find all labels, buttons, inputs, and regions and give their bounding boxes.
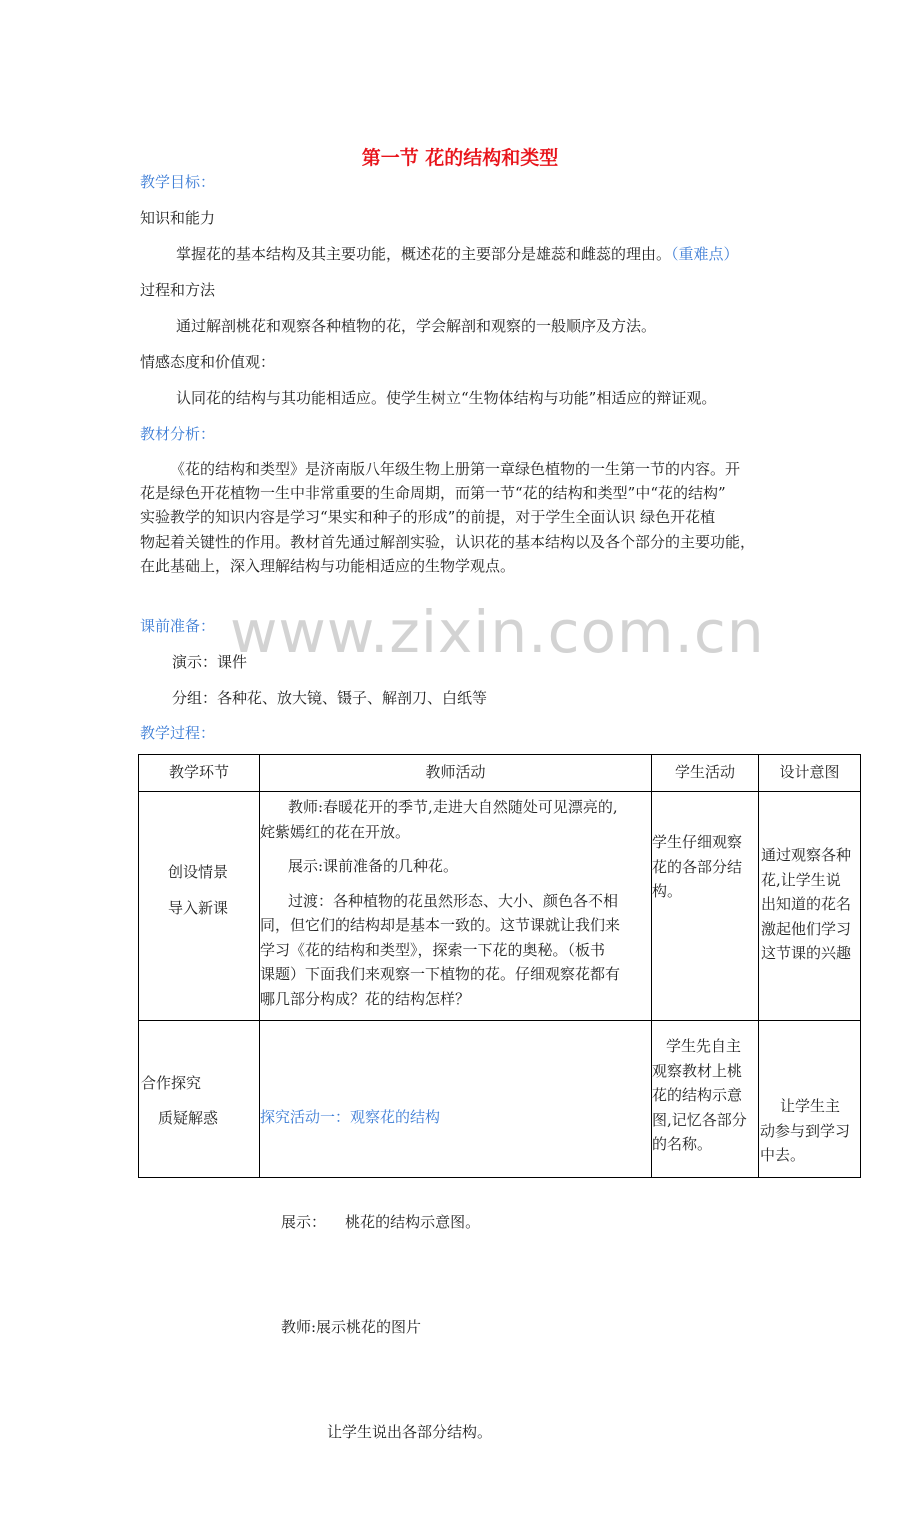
teacher-line: 姹紫嫣红的花在开放。 [260,822,411,841]
header-student: 学生活动 [674,763,735,781]
objectives-heading: 教学目标： [140,173,216,191]
table-header-divider [138,791,861,792]
student-line: 构。 [652,882,683,900]
intent-line: 让学生主 [780,1097,841,1115]
teacher-line: 展示:课前准备的几种花。 [288,857,459,875]
teacher-line: 教师:春暖花开的季节,走进大自然随处可见漂亮的, [288,798,618,816]
intent-line: 这节课的兴趣 [761,944,852,962]
student-line: 观察教材上桃 [652,1061,743,1080]
analysis-line: 花是绿色开花植物一生中非常重要的生命周期，而第一节“花的结构和类型”中“花的结构” [140,484,726,503]
header-teacher: 教师活动 [425,763,486,781]
key-point-tag: （重难点） [671,245,739,263]
teacher-line: 让学生说出各部分结构。 [327,1423,493,1441]
student-line: 花的结构示意 [652,1086,743,1104]
preparation-demo: 演示：课件 [172,653,248,671]
teacher-line: 展示： 桃花的结构示意图。 [281,1213,481,1231]
knowledge-body: 掌握花的基本结构及其主要功能，概述花的主要部分是雄蕊和雌蕊的理由。 [176,245,672,263]
row1-stage [168,854,228,926]
teacher-line: 教师:展示桃花的图片 [281,1318,422,1336]
student-line: 学生先自主 [666,1037,742,1055]
page-title: 第一节 花的结构和类型 [361,147,559,169]
header-intent: 设计意图 [779,763,840,781]
row2-stage [141,1066,218,1136]
process-text: 通过解剖桃花和观察各种植物的花，学会解剖和观察的一般顺序及方法。 [176,317,657,335]
student-line: 花的各部分结 [652,857,743,876]
analysis-line: 实验教学的知识内容是学习“果实和种子的形成”的前提，对于学生全面认识 绿色开花植 [140,508,716,527]
analysis-heading: 教材分析： [140,425,216,443]
intent-line: 出知道的花名 [761,895,852,913]
row1-teacher [260,795,651,1011]
student-line: 的名称。 [652,1135,713,1153]
teacher-line: 探究活动一：观察花的结构 [260,1108,441,1126]
stage-line: 创设情景 [168,863,229,881]
intent-line: 动参与到学习 [760,1121,851,1140]
student-line: 学生仔细观察 [652,833,743,851]
intent-line: 通过观察各种 [761,846,852,864]
process-heading: 过程和方法 [140,281,216,299]
intent-line: 激起他们学习 [761,919,852,938]
row2-student [652,1034,747,1157]
table-row-divider [138,1020,861,1021]
knowledge-heading: 知识和能力 [140,209,216,227]
attitude-text: 认同花的结构与其功能相适应。使学生树立“生物体结构与功能”相适应的辩证观。 [176,389,717,407]
stage-line: 导入新课 [168,899,229,917]
header-stage: 教学环节 [168,763,229,781]
table-border-right [860,754,861,1178]
student-line: 图,记忆各部分 [652,1110,747,1129]
teacher-line: 同，但它们的结构却是基本一致的。这节课就让我们来 [260,916,621,934]
row1-intent [761,843,851,966]
attitude-heading: 情感态度和价值观： [140,353,276,371]
row2-intent [760,1094,850,1168]
process-table-heading: 教学过程： [140,724,216,742]
intent-line: 花,让学生说 [761,870,841,889]
preparation-group: 分组：各种花、放大镜、镊子、解剖刀、白纸等 [172,689,488,707]
teacher-line: 过渡：各种植物的花虽然形态、大小、颜色各不相 [288,891,619,910]
analysis-paragraph [140,457,782,578]
teacher-line: 哪几部分构成？花的结构怎样？ [260,989,471,1008]
table-col-divider [758,754,759,1178]
stage-line: 合作探究 [141,1074,202,1092]
stage-line: 质疑解惑 [158,1109,219,1127]
row2-teacher [260,1030,651,1520]
teacher-line: 课题）下面我们来观察一下植物的花。仔细观察花都有 [260,965,621,983]
analysis-line: 《花的结构和类型》是济南版八年级生物上册第一章绿色植物的一生第一节的内容。开 [170,460,741,478]
row1-student [652,830,742,904]
table-border-top [138,754,861,755]
knowledge-text [176,243,739,264]
preparation-heading: 课前准备： [140,617,216,635]
analysis-line: 物起着关键性的作用。教材首先通过解剖实验，认识花的基本结构以及各个部分的主要功能， [140,532,756,551]
table-border-left [138,754,139,1178]
intent-line: 中去。 [760,1146,806,1164]
analysis-line: 在此基础上，深入理解结构与功能相适应的生物学观点。 [140,556,516,575]
watermark: www.zixin.com.cn [230,598,765,666]
teacher-line: 学习《花的结构和类型》，探索一下花的奥秘。（板书 [260,940,606,959]
